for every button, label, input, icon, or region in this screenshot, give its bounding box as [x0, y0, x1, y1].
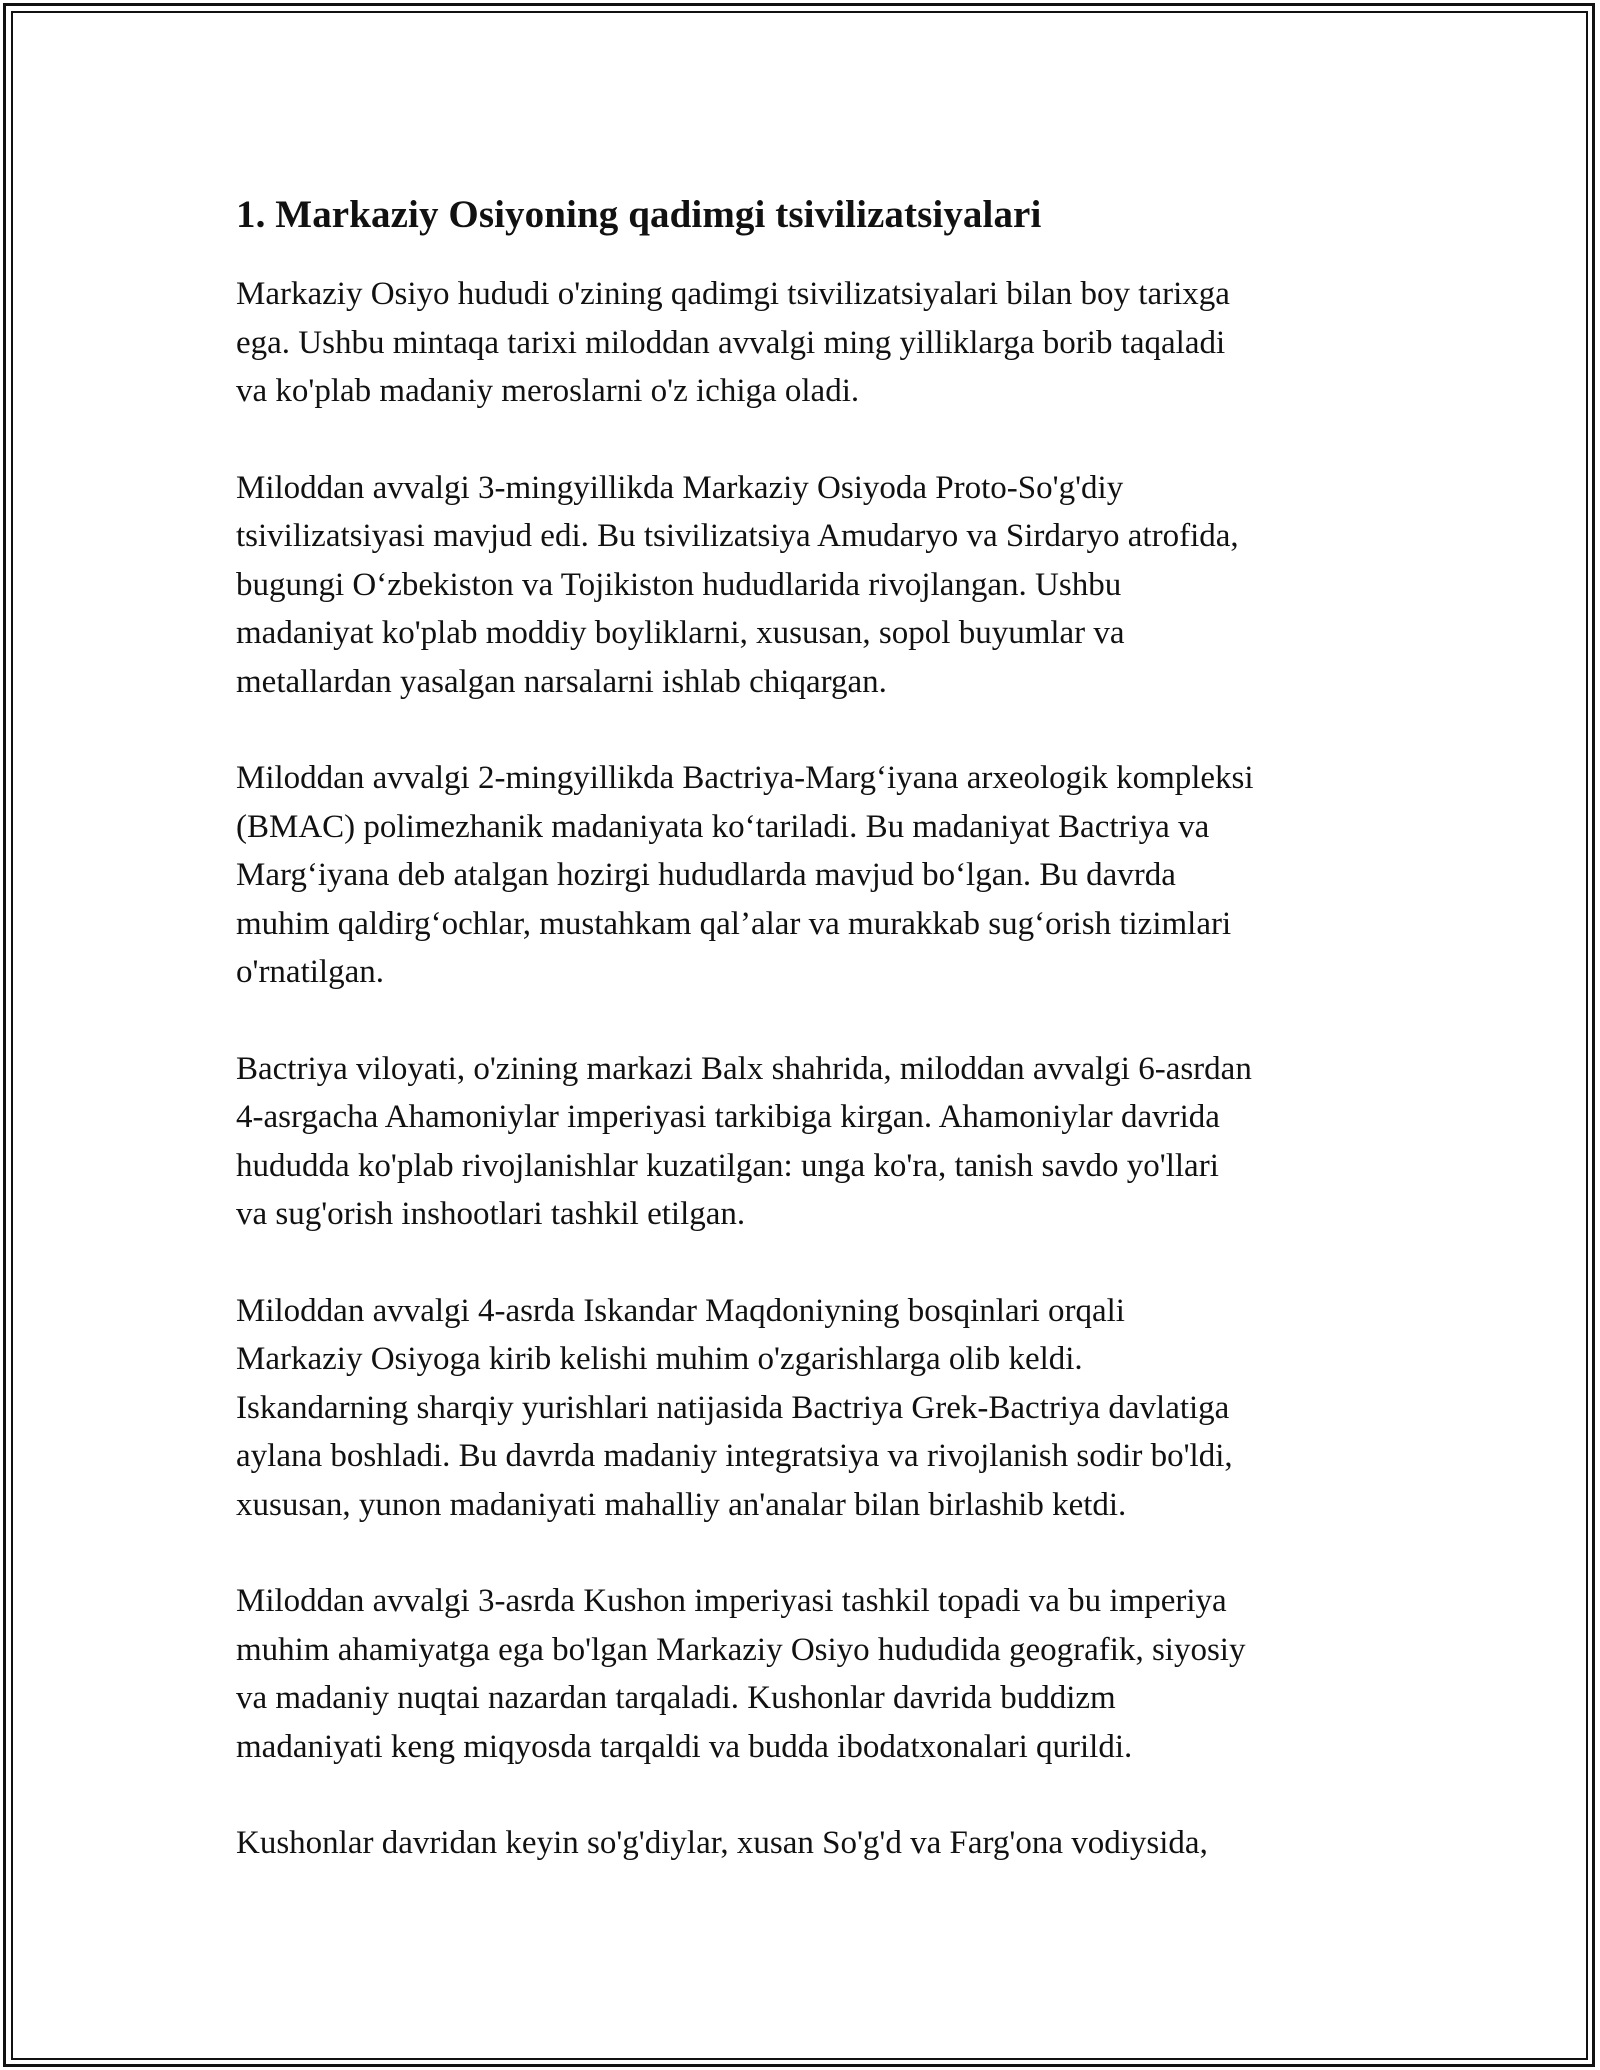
document-body — [236, 190, 1386, 1916]
paragraph-bactria-achaemenid: Bactriya viloyati, o'zining markazi Balx shahrida, miloddan avvalgi 6-asrdan 4-asrgacha Ahamoniylar imperiyasi tarkibiga kirgan. Ahamoniylar davrida hududda ko'plab rivojlanishlar kuzatilgan: unga ko'ra, tanish savdo yo'llari va sug'orish inshootlari tashkil etilgan. — [236, 1050, 1252, 1232]
paragraph-sogdians: Kushonlar davridan keyin so'g'diylar, xusan So'g'd va Farg'ona vodiysida, — [236, 1825, 1208, 1861]
paragraph-kushan: Miloddan avvalgi 3-asrda Kushon imperiyasi tashkil topadi va bu imperiya muhim ahamiyatga ega bo'lgan Markaziy Osiyo hududida geografik, siyosiy va madaniy nuqtai nazardan tarqaladi. Kushonlar davrida buddizm madaniyati keng miqyosda tarqaldi va budda ibodatxonalari qurildi. — [236, 1583, 1246, 1765]
paragraph-proto-sogdian: Miloddan avvalgi 3-mingyillikda Markaziy Osiyoda Proto-So'g'diy tsivilizatsiyasi mavjud edi. Bu tsivilizatsiya Amudaryo va Sirdaryo atrofida, bugungi O‘zbekiston va Tojikiston hududlarida rivojlangan. Ushbu madaniyat ko'plab moddiy boyliklarni, xususan, sopol buyumlar va metallardan yasalgan narsalarni ishlab chiqargan. — [236, 469, 1239, 700]
paragraph-bmac: Miloddan avvalgi 2-mingyillikda Bactriya-Marg‘iyana arxeologik kompleksi (BMAC) polimezhanik madaniyata ko‘tariladi. Bu madaniyat Bactriya va Marg‘iyana deb atalgan hozirgi hududlarda mavjud bo‘lgan. Bu davrda muhim qaldirg‘ochlar, mustahkam qal’alar va murakkab sug‘orish tizimlari o'rnatilgan. — [236, 760, 1254, 990]
paragraph-intro: Markaziy Osiyo hududi o'zining qadimgi tsivilizatsiyalari bilan boy tarixga ega. Ushbu mintaqa tarixi miloddan avvalgi ming yilliklarga borib taqaladi va ko'plab madaniy meroslarni o'z ichiga oladi. — [236, 276, 1230, 409]
section-title: 1. Markaziy Osiyoning qadimgi tsivilizatsiyalari — [236, 193, 1042, 236]
paragraph-alexander: Miloddan avvalgi 4-asrda Iskandar Maqdoniyning bosqinlari orqali Markaziy Osiyoga kirib kelishi muhim o'zgarishlarga olib keldi. Iskandarning sharqiy yurishlari natijasida Bactriya Grek-Bactriya davlatiga aylana boshladi. Bu davrda madaniy integratsiya va rivojlanish sodir bo'ldi, xususan, yunon madaniyati mahalliy an'analar bilan birlashib ketdi. — [236, 1292, 1233, 1523]
